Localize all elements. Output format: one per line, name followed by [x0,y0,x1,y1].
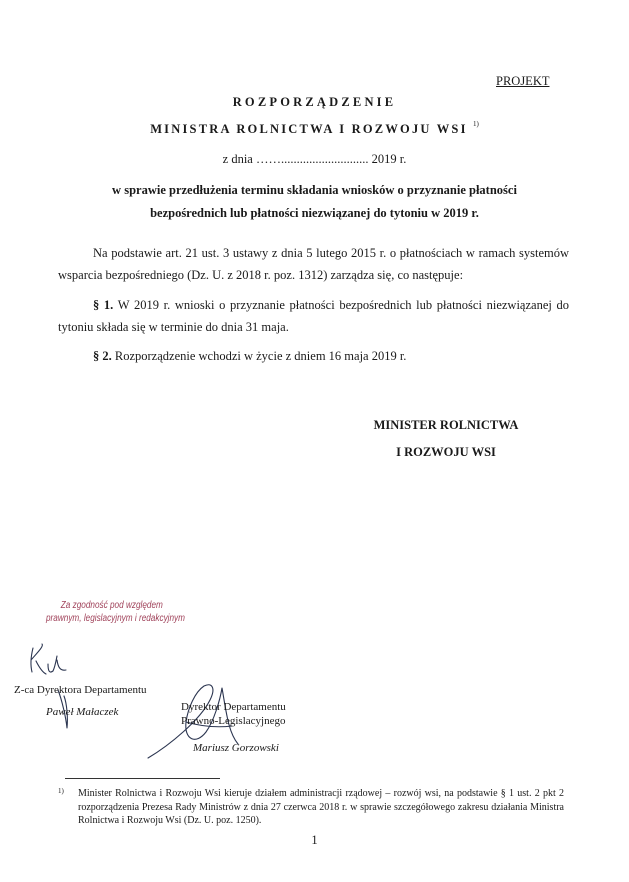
legal-basis-text: Na podstawie art. 21 ust. 3 ustawy z dnia 5 lutego 2015 r. o płatnościach w ramach systemów wsparcia bezpośredniego (Dz. U. z 2018 r. poz. 1312) zarządza się, co następuje: [58,246,569,282]
footnote-reference: 1) [472,120,479,128]
deputy-initials-signature [31,644,66,674]
section-1-label: § 1. [93,298,114,312]
issuing-authority-text: MINISTRA ROLNICTWA I ROZWOJU WSI [150,122,468,136]
document-type-heading: ROZPORZĄDZENIE [232,95,397,109]
signatory-line-2: I ROZWOJU WSI [396,445,496,459]
subject-line-1: w sprawie przedłużenia terminu składania wniosków o przyznanie płatności [112,183,517,197]
deputy-director-title: Z-ca Dyrektora Departamentu [14,684,147,696]
section-2-text: Rozporządzenie wchodzi w życie z dniem 16 maja 2019 r. [111,349,407,363]
director-title-line-1: Dyrektor Departamentu [181,701,286,713]
section-1-text: W 2019 r. wnioski o przyznanie płatności bezpośrednich lub płatności niezwiązanej do tytoniu składa się w terminie do dnia 31 maja. [58,298,569,334]
footnote [58,787,564,828]
draft-label: PROJEKT [496,74,550,88]
signatory-line-1: MINISTER ROLNICTWA [373,418,519,432]
deputy-director-name: Paweł Małaczek [46,706,119,718]
document-date: z dnia ……............................ 2019 r. [222,152,407,166]
section-2-label: § 2. [93,349,112,363]
footnote-marker: 1) [58,787,64,795]
director-name: Mariusz Gorzowski [193,742,279,754]
stamp-line-1: Za zgodność pod względem [60,600,163,611]
stamp-line-2: prawnym, legislacyjnym i redakcyjnym [46,613,185,624]
subject-line-2: bezpośrednich lub płatności niezwiązanej do tytoniu w 2019 r. [150,206,479,220]
page-number: 1 [311,833,318,847]
director-approval [181,700,286,755]
director-title-line-2: Prawno-Legislacyjnego [181,715,286,727]
deputy-director-approval [14,683,147,719]
footnote-text: Minister Rolnictwa i Rozwoju Wsi kieruje działem administracji rządowej – rozwój wsi, na podstawie § 1 ust. 2 pkt 2 rozporządzenia Prezesa Rady Ministrów z dnia 27 czerwca 2018 r. w sprawie szczegółowego zakresu działania Ministra Rolnictwa i Rozwoju Wsi (Dz. U. poz. 1250). [78,788,564,826]
footnote-separator [65,778,220,779]
